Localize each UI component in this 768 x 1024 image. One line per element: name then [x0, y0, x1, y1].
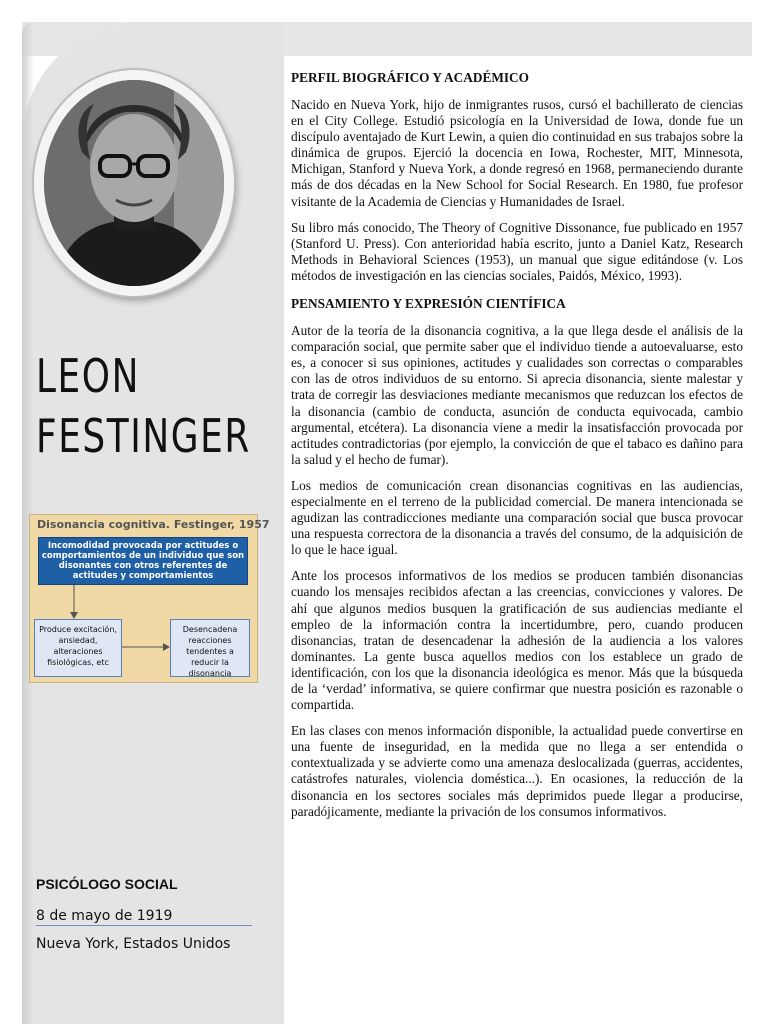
paragraph-media: Los medios de comunicación crean disonancias cognitivas en las audiencias, especialmente en el terreno de la publicidad comercial. De manera intencionada se agudizan las contradicciones mediante una comparación social que busca provocar una respuesta correctora de la disonancia a través del consumo, de la adquisición de lo que le hace igual. — [291, 477, 743, 558]
section-heading-thought: PENSAMIENTO Y EXPRESIÓN CIENTÍFICA — [291, 296, 566, 312]
profession-label: PSICÓLOGO SOCIAL — [36, 876, 178, 892]
article-body — [291, 70, 743, 830]
diagram-reaction-box: Desencadena reacciones tendentes a reducir la disonancia — [170, 619, 250, 677]
birth-place: Nueva York, Estados Unidos — [36, 936, 231, 952]
diagram-main-box: Incomodidad provocada por actitudes o comportamientos de un individuo que son disonantes con otros referentes de actitudes y comportamientos — [38, 537, 248, 585]
name-last: FESTINGER — [36, 409, 251, 463]
section-heading-bio: PERFIL BIOGRÁFICO Y ACADÉMICO — [291, 70, 530, 85]
birth-date: 8 de mayo de 1919 — [36, 908, 252, 926]
person-name — [36, 346, 251, 466]
paragraph-information: Ante los procesos informativos de los medios se producen también disonancias cuando los mensajes recibidos afectan a las creencias, convicciones y valores. De ahí que algunos medios busquen la gratificación de sus audiencias mediante el empleo de la información contra la incertidumbre, pero, cuando producen disonancias, tratan de desencadenar la adhesión de la audiencia a los valores dominantes. La gente busca aquellos medios con los establece un grado de identificación, con los que la disonancia ideológica es menor. Más que la búsqueda de la ‘verdad’ informativa, se quiere confirmar que nuestra posición es razonable o compartida. — [291, 568, 743, 713]
portrait-photo — [44, 80, 224, 286]
paragraph-books: Su libro más conocido, The Theory of Cognitive Dissonance, fue publicado en 1957 (Stanford U. Press). Con anterioridad había escrito, junto a Daniel Katz, Research Methods in Behavioral Sciences (1953), un manual que sigue editándose (v. Los métodos de investigación en las ciencias sociales, Paidós, México, 1993). — [291, 219, 743, 283]
portrait-illustration — [44, 80, 224, 286]
name-first: LEON — [36, 349, 140, 403]
paragraph-theory: Autor de la teoría de la disonancia cognitiva, a la que llega desde el análisis de la comparación social, que permite saber que el individuo tiende a autoevaluarse, esto es, a conocer si sus opiniones, actitudes y cualidades son correctas o comparables con las de otros individuos de su entorno. Si aprecia disonancia, siente malestar y trata de corregir las desviaciones mediante mecanismos que reduzcan los efectos de la disonancia (cambio de conducta, asunción de conducta equivocada, cambio argumental, etcétera). La disonancia viene a medir la insatisfacción provocada por actitudes contradictorias (por ejemplo, la convicción de que el tabaco es dañino para la salud y el hecho de fumar). — [291, 323, 743, 467]
paragraph-classes: En las clases con menos información disponible, la actualidad puede convertirse en una fuente de inseguridad, en la medida que no llega a ser entendida o contextualizada y se advierte como una amenaza deslocalizada (guerras, accidentes, catástrofes naturales, violencia doméstica...). En ocasiones, la reducción de la disonancia en los sectores sociales más deprimidos puede llegar a producirse, paradójicamente, mediante la privación de los consumos informativos. — [291, 723, 743, 819]
dissonance-diagram — [29, 514, 270, 683]
diagram-effect-box: Produce excitación, ansiedad, alteraciones fisiológicas, etc — [34, 619, 122, 677]
diagram-title: Disonancia cognitiva. Festinger, 1957 — [37, 518, 270, 531]
paragraph-bio: Nacido en Nueva York, hijo de inmigrantes rusos, cursó el bachillerato de ciencias en el City College. Estudió psicología en la Universidad de Iowa, donde fue un discípulo aventajado de Kurt Lewin, a quien dio continuidad en sus trabajos sobre la dinámica de grupos. Ejerció la docencia en Iowa, Rochester, MIT, Minnesota, Michigan, Stanford y Nueva York, a donde regresó en 1968, permaneciendo durante más de dos décadas en la New School for Social Research. En 1980, fue profesor visitante de la Academia de Ciencias y Humanidades de Israel. — [291, 97, 743, 209]
